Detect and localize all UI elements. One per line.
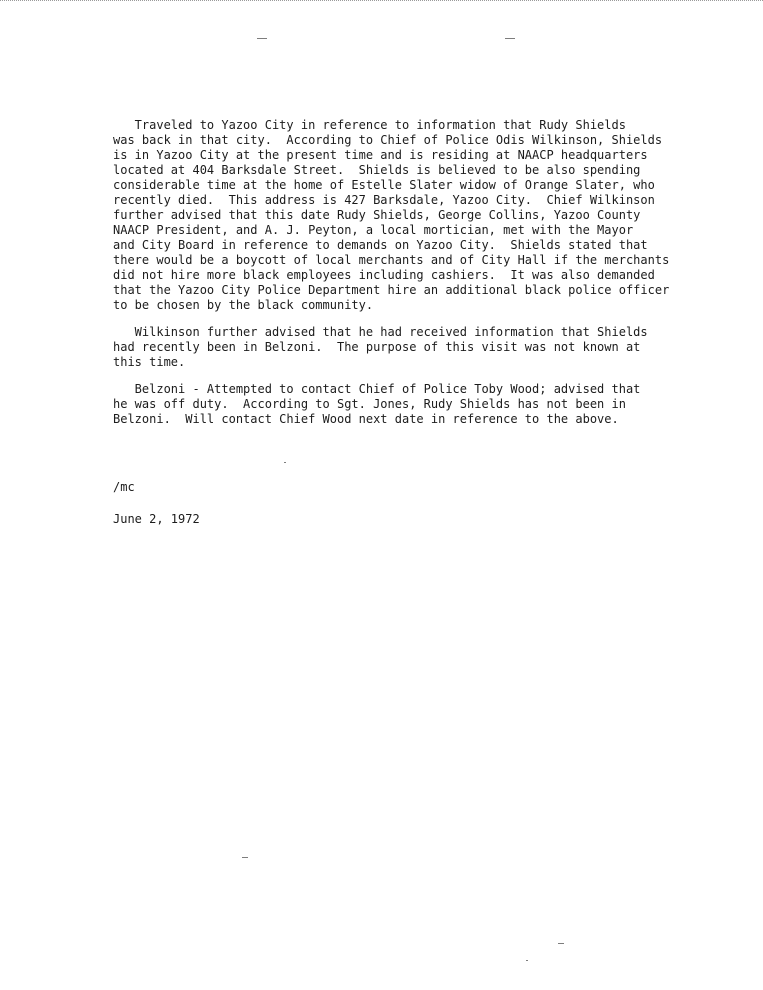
text-line: this time. (113, 355, 186, 369)
text-line: there would be a boycott of local merchants and of City Hall if the merchants (113, 253, 670, 267)
text-line: Wilkinson further advised that he had received information that Shields (113, 325, 648, 339)
text-line: Belzoni - Attempted to contact Chief of Police Toby Wood; advised that (113, 382, 641, 396)
text-line: located at 404 Barksdale Street. Shields is believed to be also spending (113, 163, 641, 177)
scan-speck (505, 38, 515, 39)
text-line: he was off duty. According to Sgt. Jones, Rudy Shields has not been in (113, 397, 626, 411)
scan-speck (284, 462, 286, 463)
scan-speck (558, 943, 564, 944)
text-line: considerable time at the home of Estelle Slater widow of Orange Slater, who (113, 178, 655, 192)
text-line: further advised that this date Rudy Shields, George Collins, Yazoo County (113, 208, 641, 222)
paragraph-2 (113, 325, 703, 370)
scan-edge-artifact (0, 0, 763, 5)
text-line: did not hire more black employees including cashiers. It was also demanded (113, 268, 655, 282)
text-line: that the Yazoo City Police Department hire an additional black police officer (113, 283, 670, 297)
text-line: recently died. This address is 427 Barksdale, Yazoo City. Chief Wilkinson (113, 193, 655, 207)
text-line: and City Board in reference to demands on Yazoo City. Shields stated that (113, 238, 648, 252)
text-line: to be chosen by the black community. (113, 298, 374, 312)
scan-speck (257, 38, 267, 39)
memo-date: June 2, 1972 (113, 512, 200, 526)
text-line: Belzoni. Will contact Chief Wood next date in reference to the above. (113, 412, 619, 426)
text-line: is in Yazoo City at the present time and is residing at NAACP headquarters (113, 148, 648, 162)
memo-body (113, 118, 703, 439)
typist-initials: /mc (113, 480, 135, 494)
text-line: was back in that city. According to Chief of Police Odis Wilkinson, Shields (113, 133, 663, 147)
paragraph-1 (113, 118, 703, 313)
text-line: Traveled to Yazoo City in reference to information that Rudy Shields (113, 118, 626, 132)
text-line: had recently been in Belzoni. The purpose of this visit was not known at (113, 340, 641, 354)
scan-speck (526, 960, 528, 961)
scan-speck (242, 857, 248, 858)
text-line: NAACP President, and A. J. Peyton, a local mortician, met with the Mayor (113, 223, 634, 237)
paragraph-3 (113, 382, 703, 427)
